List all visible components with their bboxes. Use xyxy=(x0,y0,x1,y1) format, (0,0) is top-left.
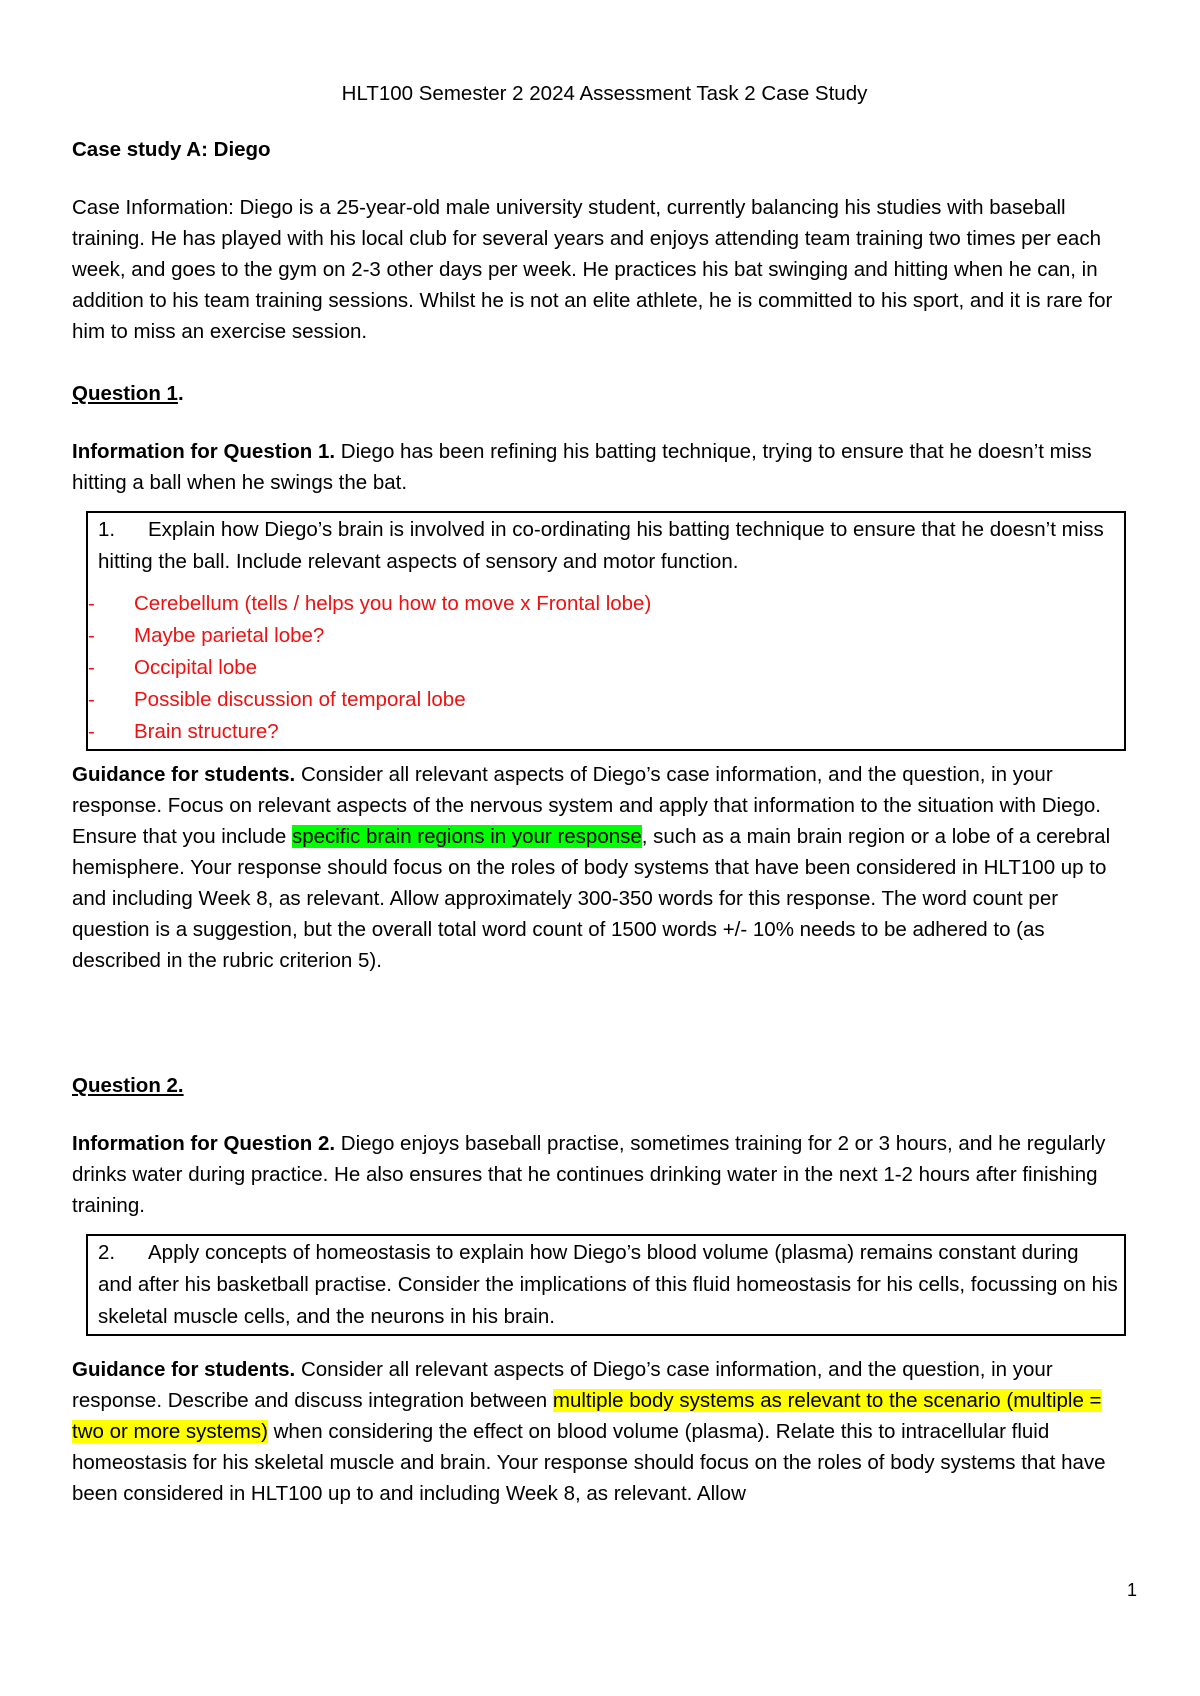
document-page xyxy=(72,78,1137,1509)
question-2-number: 2. xyxy=(98,1241,116,1264)
question-2-guidance-after: when considering the effect on blood volume (plasma). Relate this to intracellular fluid homeostasis for his skeletal muscle and brain. Your response should focus on the roles of body systems that have been considered in HLT100 up to and including Week 8, as relevant. Allow xyxy=(72,1420,1106,1505)
question-1-box xyxy=(86,511,1126,751)
question-1-prompt xyxy=(98,514,1118,578)
question-1-number: 1. xyxy=(98,518,116,541)
case-information xyxy=(72,192,1137,347)
case-info-text: Diego is a 25-year-old male university student, currently balancing his studies with baseball training. He has played with his local club for several years and enjoys attending team training two times per each week, and goes to the gym on 2-3 other days per week. He practices his bat swinging and hitting when he can, in addition to his team training sessions. Whilst he is not an elite athlete, he is committed to his sport, and it is rare for him to miss an exercise session. xyxy=(72,196,1113,343)
question-1-heading xyxy=(72,378,1137,409)
note-item: - Cerebellum (tells / helps you how to move x Frontal lobe) xyxy=(88,588,1118,620)
note-item: - Occipital lobe xyxy=(88,652,1118,684)
question-2-info-label: Information for Question 2. xyxy=(72,1132,336,1155)
question-1-guidance-before: Consider all relevant aspects of Diego’s case information, and the question, in your response. Focus on relevant aspects of the nervous system and apply that information to the situation with Diego. Ensure that you include xyxy=(72,763,1101,848)
question-1-guidance-after: , such as a main brain region or a lobe of a cerebral hemisphere. Your response should focus on the roles of body systems that have been considered in HLT100 up to and including Week 8, as relevant. Allow approximately 300-350 words for this response. The word count per question is a suggestion, but the overall total word count of 1500 words +/- 10% needs to be adhered to (as described in the rubric criterion 5). xyxy=(72,825,1111,972)
question-1-notes-list xyxy=(88,588,1118,748)
question-2-prompt xyxy=(98,1237,1118,1333)
question-1-heading-dot: . xyxy=(177,382,184,405)
document-title: HLT100 Semester 2 2024 Assessment Task 2 Case Study xyxy=(341,82,868,105)
question-2-guidance-highlight: multiple body systems as relevant to the scenario (multiple = two or more systems) xyxy=(72,1389,1102,1443)
question-1-information xyxy=(72,436,1137,498)
question-2-guidance-label: Guidance for students. xyxy=(72,1358,296,1381)
question-1-heading-text: Question 1 xyxy=(72,382,178,405)
question-1-guidance-label: Guidance for students. xyxy=(72,763,296,786)
question-2-guidance-before: Consider all relevant aspects of Diego’s case information, and the question, in your response. Describe and discuss integration between xyxy=(72,1358,1053,1412)
note-item: - Possible discussion of temporal lobe xyxy=(88,684,1118,716)
question-1-info-label: Information for Question 1. xyxy=(72,440,336,463)
question-1-info-text: Diego has been refining his batting technique, trying to ensure that he doesn’t miss hitting a ball when he swings the bat. xyxy=(72,440,1092,494)
page-number: 1 xyxy=(1126,1580,1137,1600)
note-item: - Maybe parietal lobe? xyxy=(88,620,1118,652)
question-1-guidance xyxy=(72,759,1137,976)
question-2-information xyxy=(72,1128,1137,1221)
note-item: - Brain structure? xyxy=(88,716,1118,748)
question-1-prompt-text: Explain how Diego’s brain is involved in co-ordinating his batting technique to ensure that he doesn’t miss hitting the ball. Include relevant aspects of sensory and motor function. xyxy=(98,518,1104,573)
question-2-heading: Question 2. xyxy=(72,1074,184,1097)
question-2-info-text: Diego enjoys baseball practise, sometimes training for 2 or 3 hours, and he regularly drinks water during practice. He also ensures that he continues drinking water in the next 1-2 hours after finishing training. xyxy=(72,1132,1106,1217)
question-1-guidance-highlight: specific brain regions in your response xyxy=(291,825,642,848)
question-2-box xyxy=(86,1234,1126,1336)
question-2-prompt-text: Apply concepts of homeostasis to explain how Diego’s blood volume (plasma) remains constant during and after his basketball practise. Consider the implications of this fluid homeostasis for his cells, focussing on his skeletal muscle cells, and the neurons in his brain. xyxy=(98,1241,1118,1328)
case-heading: Case study A: Diego xyxy=(72,138,271,161)
question-2-guidance xyxy=(72,1354,1137,1509)
case-info-label: Case Information: xyxy=(72,196,240,219)
